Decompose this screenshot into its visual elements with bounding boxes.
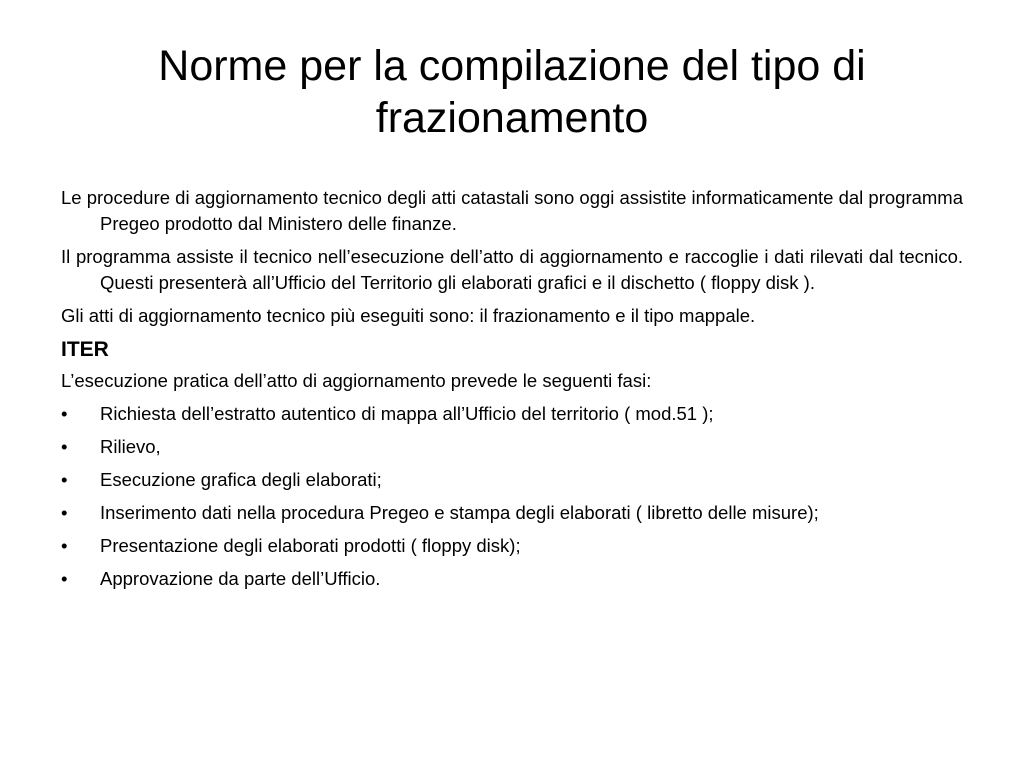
bullet-icon: • [61, 502, 68, 523]
list-item [61, 401, 963, 427]
paragraph-pregeo-intro: Le procedure di aggiornamento tecnico degli atti catastali sono oggi assistite informaticamente dal programma Pregeo prodotto dal Ministero delle finanze. [61, 187, 963, 234]
list-item [61, 533, 963, 559]
bullet-icon: • [61, 436, 68, 457]
list-item [61, 467, 963, 493]
paragraph-phases-intro: L’esecuzione pratica dell’atto di aggiornamento prevede le seguenti fasi: [61, 370, 652, 391]
bullet-icon: • [61, 535, 68, 556]
slide-title: Norme per la compilazione del tipo di frazionamento [158, 42, 866, 142]
phases-list [61, 401, 963, 592]
list-item [61, 434, 963, 460]
list-item-text: Inserimento dati nella procedura Pregeo e stampa degli elaborati ( libretto delle misure); [100, 502, 819, 523]
list-item-text: Presentazione degli elaborati prodotti ( floppy disk); [100, 535, 521, 556]
section-heading-iter: ITER [61, 338, 109, 361]
paragraph-common-acts: Gli atti di aggiornamento tecnico più eseguiti sono: il frazionamento e il tipo mappale. [61, 305, 756, 326]
list-item-text: Richiesta dell’estratto autentico di mappa all’Ufficio del territorio ( mod.51 ); [100, 403, 714, 424]
list-item [61, 566, 963, 592]
bullet-icon: • [61, 568, 68, 589]
list-item-text: Rilievo, [100, 436, 161, 457]
list-item-text: Esecuzione grafica degli elaborati; [100, 469, 382, 490]
bullet-icon: • [61, 403, 68, 424]
bullet-icon: • [61, 469, 68, 490]
paragraph-program-description: Il programma assiste il tecnico nell’esecuzione dell’atto di aggiornamento e raccoglie i dati rilevati dal tecnico. Questi presenterà all’Ufficio del Territorio gli elaborati grafici e il dischetto ( floppy disk ). [61, 246, 963, 293]
list-item [61, 500, 963, 526]
list-item-text: Approvazione da parte dell’Ufficio. [100, 568, 381, 589]
slide-body [61, 185, 963, 599]
